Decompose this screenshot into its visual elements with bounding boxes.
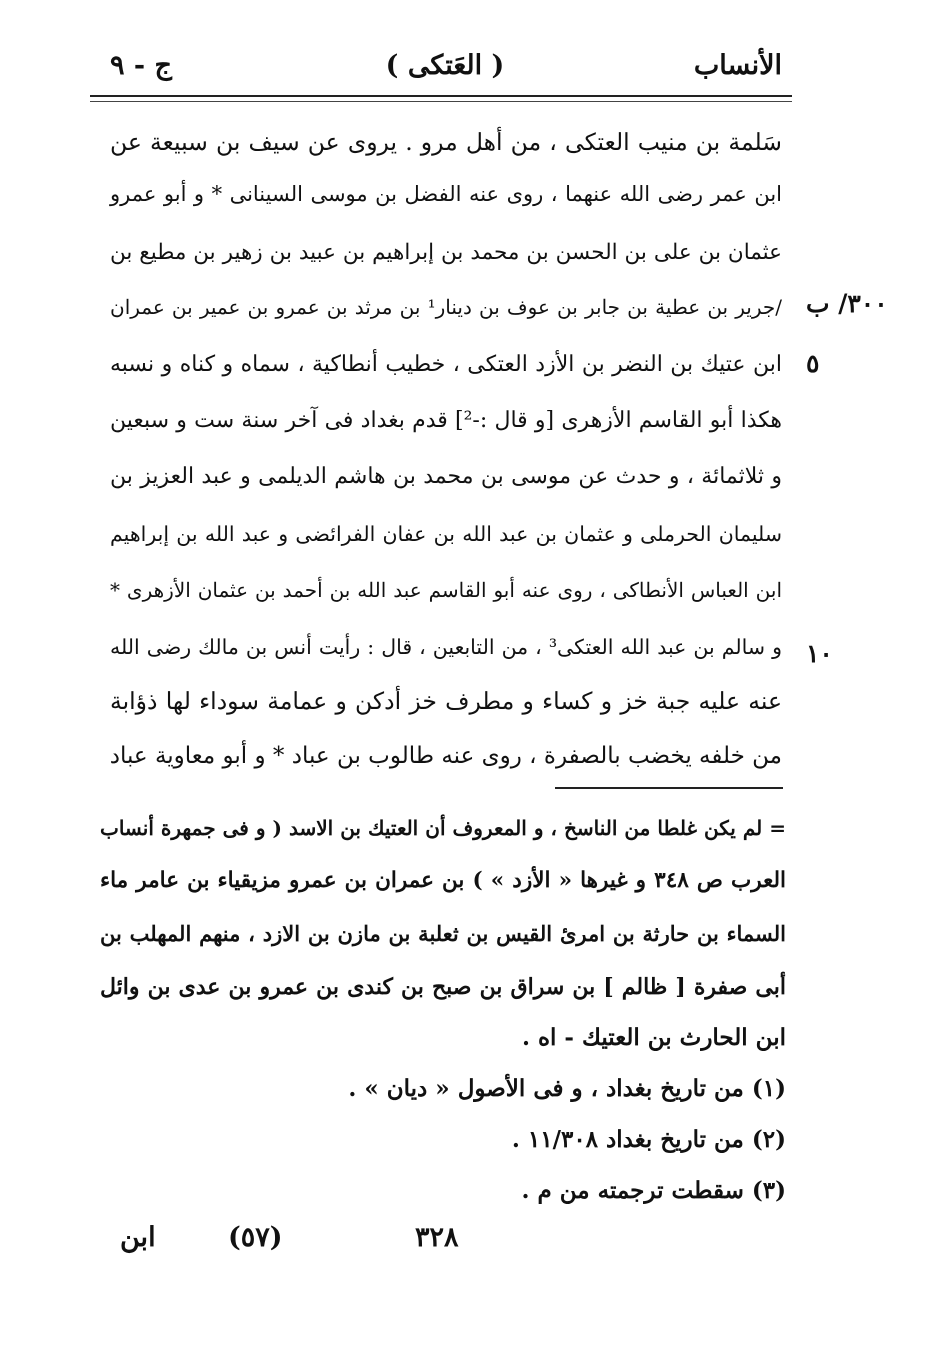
footnote-line: السماء بن حارثة بن امرئ القيس بن ثعلبة بن مازن بن الازد ، منهم المهلب بن (100, 921, 786, 946)
body-line: هكذا أبو القاسم الأزهرى [و قال :-²] قدم بغداد فى آخر سنة ست و سبعين (110, 408, 782, 433)
body-line: و ثلاثمائة ، و حدث عن موسى بن محمد بن هاشم الديلمى و عبد العزيز بن (110, 464, 782, 489)
body-line: سَلمة بن منيب العتكى ، من أهل مرو . يروى عن سيف بن سبيعة عن (110, 128, 782, 156)
body-line: عثمان بن على بن الحسن بن محمد بن إبراهيم بن عبيد بن زهير بن مطيع بن (110, 240, 782, 265)
header-rule-thin (90, 101, 792, 102)
nisba-heading: ( العَتكى ) (385, 50, 505, 81)
catchword: ابن (120, 1222, 156, 1253)
body-line: ابن العباس الأنطاكى ، روى عنه أبو القاسم عبد الله بن أحمد بن عثمان الأزهرى * (110, 578, 782, 602)
body-line: ابن عتيك بن النضر بن الأزد العتكى ، خطيب أنطاكية ، سماه و كناه و نسبه (110, 352, 782, 377)
volume-marker: ج - ٩ (110, 50, 172, 81)
footnote-line: العرب ص ٣٤٨ و غيرها « الأزد » ) بن عمران بن عمرو مزيقياء بن عامر ماء (100, 868, 786, 893)
footnote-1: (١) من تاريخ بغداد ، و فى الأصول « ديان » . (348, 1075, 786, 1102)
sheet-number: (٥٧) (228, 1222, 283, 1253)
line-number-10: ١٠ (806, 639, 833, 668)
footnote-line: ابن الحارث بن العتيك - اه . (521, 1024, 786, 1051)
footnote-separator (555, 787, 783, 789)
body-line: ابن عمر رضى الله عنهما ، روى عنه الفضل بن موسى السينانى * و أبو عمرو (110, 182, 782, 206)
page-number: ٣٢٨ (415, 1222, 459, 1253)
footnote-2: (٢) من تاريخ بغداد ١١/٣٠٨ . (511, 1126, 786, 1153)
line-number-5: ٥ (806, 349, 820, 378)
body-line: عنه عليه جبة خز و كساء و مطرف خز أدكن و عمامة سوداء لها ذؤابة (110, 687, 782, 715)
body-line: /جرير بن عطية بن جابر بن عوف بن دينار¹ بن مرثد بن عمرو بن عمير بن عمران (110, 295, 782, 319)
running-title: الأنساب (693, 50, 782, 81)
body-line: سليمان الحرملى و عثمان بن عبد الله بن عفان الفرائضى و عبد الله بن إبراهيم (110, 522, 782, 546)
body-line: و سالم بن عبد الله العتكى³ ، من التابعين ، قال : رأيت أنس بن مالك رضى الله (110, 635, 782, 659)
header-rule (90, 95, 792, 97)
footnote-line: أبى صفرة [ ظالم ] بن سراق بن صبح بن كندى بن عمرو بن عدى بن وائل (100, 974, 786, 1000)
footnote-3: (٣) سقطت ترجمته من م . (521, 1177, 786, 1204)
folio-marker: ٣٠٠/ ب (806, 289, 888, 318)
footnote-line: = لم يكن غلطا من الناسخ ، و المعروف أن العتيك بن الاسد ( و فى جمهرة أنساب (100, 816, 786, 840)
body-line: من خلفه يخضب بالصفرة ، روى عنه طالوب بن عباد * و أبو معاوية عباد (109, 743, 782, 769)
